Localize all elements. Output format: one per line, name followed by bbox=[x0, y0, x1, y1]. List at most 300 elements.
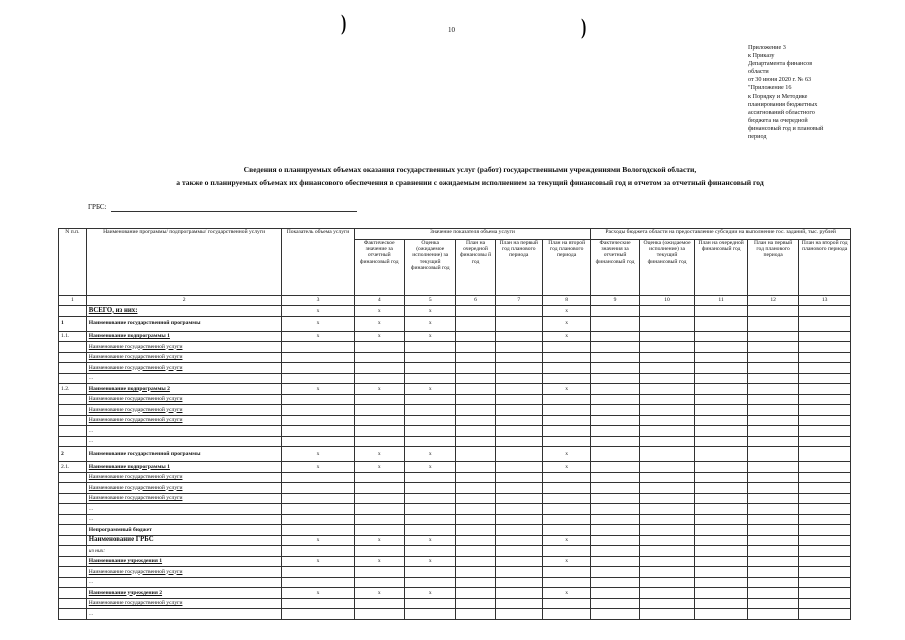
row-name: ... bbox=[88, 375, 93, 382]
column-number: 4 bbox=[354, 295, 404, 306]
row-name: Наименование государственной программы bbox=[88, 320, 201, 327]
table-cell bbox=[799, 525, 851, 536]
appendix-line: к Приказу bbox=[748, 52, 775, 60]
table-cell: x bbox=[354, 331, 404, 342]
header-num: N п.п. bbox=[59, 229, 87, 296]
table-cell bbox=[747, 567, 798, 578]
table-cell bbox=[282, 577, 354, 588]
table-cell bbox=[591, 415, 639, 426]
table-cell bbox=[542, 598, 590, 609]
column-number: 7 bbox=[495, 295, 542, 306]
table-cell bbox=[495, 567, 542, 578]
table-cell bbox=[747, 535, 798, 546]
table-cell bbox=[639, 577, 695, 588]
table-cell bbox=[456, 316, 495, 331]
table-cell bbox=[591, 598, 639, 609]
table-cell bbox=[799, 306, 851, 317]
header-expense-col: Оценка (ожидаемое исполнение) за текущий финансовый год bbox=[639, 239, 695, 295]
table-cell bbox=[591, 567, 639, 578]
table-cell bbox=[639, 447, 695, 462]
table-cell: x bbox=[282, 306, 354, 317]
table-cell bbox=[354, 546, 404, 557]
table-row bbox=[59, 331, 851, 342]
table-cell bbox=[282, 373, 354, 384]
row-number: 2.1. bbox=[59, 462, 87, 473]
row-name: Наименование государственной услуги bbox=[88, 396, 183, 403]
table-cell bbox=[282, 352, 354, 363]
column-number: 11 bbox=[695, 295, 748, 306]
table-row bbox=[59, 567, 851, 578]
table-cell: x bbox=[542, 556, 590, 567]
table-cell bbox=[354, 426, 404, 437]
table-cell bbox=[695, 514, 748, 525]
table-cell bbox=[354, 342, 404, 353]
table-cell bbox=[639, 405, 695, 416]
grbs-fill-line bbox=[111, 211, 357, 212]
table-cell bbox=[747, 331, 798, 342]
table-cell bbox=[354, 352, 404, 363]
row-name: Наименование государственной услуги bbox=[88, 474, 183, 481]
header-group-value: Значение показателя объема услуги bbox=[354, 229, 591, 240]
table-cell bbox=[747, 609, 798, 620]
table-cell bbox=[456, 525, 495, 536]
table-cell bbox=[495, 525, 542, 536]
table-cell bbox=[456, 462, 495, 473]
table-cell bbox=[591, 447, 639, 462]
table-cell bbox=[799, 426, 851, 437]
row-name-cell bbox=[86, 306, 282, 317]
table-cell bbox=[639, 556, 695, 567]
table-cell bbox=[456, 436, 495, 447]
table-cell bbox=[456, 598, 495, 609]
document-title bbox=[40, 163, 900, 189]
table-cell bbox=[282, 504, 354, 515]
table-cell: x bbox=[282, 384, 354, 395]
table-cell bbox=[747, 493, 798, 504]
table-cell bbox=[591, 504, 639, 515]
row-number bbox=[59, 436, 87, 447]
row-name: Наименование государственной услуги bbox=[88, 484, 183, 491]
row-number bbox=[59, 504, 87, 515]
table-cell bbox=[495, 384, 542, 395]
table-cell bbox=[404, 525, 455, 536]
table-row bbox=[59, 483, 851, 494]
row-name-cell bbox=[86, 514, 282, 525]
row-name: Наименование государственной услуги bbox=[88, 417, 183, 424]
table-cell bbox=[695, 405, 748, 416]
header-name: Наименование программы/ подпрограммы/ государственной услуги bbox=[86, 229, 282, 296]
table-cell bbox=[495, 588, 542, 599]
header-value-col: План на второй год планового периода bbox=[542, 239, 590, 295]
table-row bbox=[59, 462, 851, 473]
table-cell bbox=[591, 535, 639, 546]
appendix-line: от 30 июня 2020 г. № 63 bbox=[748, 76, 812, 84]
table-cell bbox=[495, 556, 542, 567]
row-name-cell bbox=[86, 577, 282, 588]
table-cell bbox=[542, 493, 590, 504]
table-cell: x bbox=[354, 556, 404, 567]
table-cell bbox=[404, 394, 455, 405]
table-cell bbox=[591, 342, 639, 353]
table-cell bbox=[747, 588, 798, 599]
table-cell bbox=[354, 415, 404, 426]
row-name-cell bbox=[86, 394, 282, 405]
column-number: 1 bbox=[59, 295, 87, 306]
row-name: Наименование государственной услуги bbox=[88, 600, 183, 607]
table-cell bbox=[354, 567, 404, 578]
table-cell bbox=[639, 525, 695, 536]
row-name-cell bbox=[86, 373, 282, 384]
header-group-expense: Расходы бюджета области на предоставление субсидии на выполнение гос. заданий, тыс. рублей bbox=[591, 229, 851, 240]
table-cell bbox=[591, 373, 639, 384]
row-name-cell bbox=[86, 567, 282, 578]
table-cell bbox=[639, 394, 695, 405]
row-name-cell bbox=[86, 609, 282, 620]
table-row bbox=[59, 363, 851, 374]
row-name: Наименование государственной программы bbox=[88, 450, 201, 457]
scan-mark-left: ) bbox=[341, 10, 347, 35]
table-cell bbox=[456, 493, 495, 504]
table-cell bbox=[404, 483, 455, 494]
row-name-cell bbox=[86, 525, 282, 536]
table-cell bbox=[282, 436, 354, 447]
table-cell bbox=[404, 567, 455, 578]
table-cell bbox=[591, 483, 639, 494]
table-cell: x bbox=[282, 588, 354, 599]
header-expense-col: План на второй год планового периода bbox=[799, 239, 851, 295]
table-cell bbox=[591, 472, 639, 483]
row-name-cell bbox=[86, 352, 282, 363]
table-cell bbox=[639, 535, 695, 546]
table-cell bbox=[591, 609, 639, 620]
table-cell bbox=[799, 447, 851, 462]
table-cell bbox=[591, 556, 639, 567]
table-cell bbox=[747, 462, 798, 473]
table-cell bbox=[542, 363, 590, 374]
table-cell bbox=[404, 426, 455, 437]
table-cell bbox=[639, 483, 695, 494]
table-cell bbox=[799, 352, 851, 363]
header-expense-col: План на очередной финансовый год bbox=[695, 239, 748, 295]
table-cell bbox=[591, 436, 639, 447]
table-cell bbox=[799, 384, 851, 395]
table-cell bbox=[495, 598, 542, 609]
table-cell bbox=[456, 405, 495, 416]
row-name: Наименование подпрограммы 1 bbox=[88, 463, 170, 470]
table-cell bbox=[639, 462, 695, 473]
table-row bbox=[59, 342, 851, 353]
table-cell bbox=[695, 546, 748, 557]
table-cell bbox=[799, 472, 851, 483]
row-name: Наименование государственной услуги bbox=[88, 495, 183, 502]
table-cell: x bbox=[542, 447, 590, 462]
table-cell bbox=[747, 373, 798, 384]
table-cell bbox=[282, 609, 354, 620]
table-cell bbox=[354, 405, 404, 416]
table-cell bbox=[282, 342, 354, 353]
table-cell bbox=[799, 588, 851, 599]
table-cell bbox=[747, 483, 798, 494]
table-row bbox=[59, 426, 851, 437]
table-row bbox=[59, 609, 851, 620]
row-number bbox=[59, 535, 87, 546]
table-cell bbox=[799, 316, 851, 331]
table-cell bbox=[404, 609, 455, 620]
table-cell bbox=[747, 598, 798, 609]
row-name-cell bbox=[86, 598, 282, 609]
table-cell: x bbox=[404, 306, 455, 317]
table-cell bbox=[495, 426, 542, 437]
table-cell bbox=[747, 316, 798, 331]
table-cell bbox=[456, 588, 495, 599]
row-name-cell bbox=[86, 556, 282, 567]
table-cell: x bbox=[404, 447, 455, 462]
row-name-cell bbox=[86, 493, 282, 504]
appendix-line: бюджета на очередной bbox=[748, 116, 808, 124]
table-cell bbox=[695, 447, 748, 462]
row-number bbox=[59, 352, 87, 363]
table-cell: x bbox=[282, 535, 354, 546]
table-cell bbox=[456, 373, 495, 384]
table-cell bbox=[639, 306, 695, 317]
row-name: Наименование подпрограммы 1 bbox=[88, 333, 170, 340]
table-cell bbox=[282, 493, 354, 504]
table-cell bbox=[747, 556, 798, 567]
table-cell bbox=[747, 342, 798, 353]
table-cell bbox=[456, 567, 495, 578]
row-name: ... bbox=[88, 427, 93, 434]
table-cell bbox=[495, 331, 542, 342]
table-cell bbox=[695, 493, 748, 504]
table-cell: x bbox=[542, 535, 590, 546]
table-cell bbox=[404, 352, 455, 363]
table-cell: x bbox=[354, 462, 404, 473]
table-row bbox=[59, 504, 851, 515]
table-cell bbox=[456, 577, 495, 588]
table-row bbox=[59, 394, 851, 405]
table-cell bbox=[456, 306, 495, 317]
table-cell bbox=[799, 394, 851, 405]
table-cell bbox=[639, 426, 695, 437]
table-cell bbox=[456, 514, 495, 525]
table-cell: x bbox=[354, 588, 404, 599]
table-cell bbox=[456, 415, 495, 426]
table-cell bbox=[799, 342, 851, 353]
table-cell bbox=[456, 384, 495, 395]
table-cell bbox=[695, 525, 748, 536]
table-row bbox=[59, 415, 851, 426]
table-cell bbox=[456, 483, 495, 494]
row-number bbox=[59, 373, 87, 384]
row-name-cell bbox=[86, 588, 282, 599]
table-cell bbox=[354, 598, 404, 609]
row-name-cell bbox=[86, 342, 282, 353]
table-cell bbox=[542, 483, 590, 494]
table-cell bbox=[404, 363, 455, 374]
table-cell bbox=[495, 316, 542, 331]
table-cell bbox=[542, 352, 590, 363]
table-cell bbox=[695, 588, 748, 599]
table-cell bbox=[639, 472, 695, 483]
row-name: ... bbox=[88, 579, 93, 586]
table-cell: x bbox=[282, 316, 354, 331]
row-number bbox=[59, 546, 87, 557]
table-cell bbox=[747, 525, 798, 536]
table-cell bbox=[495, 472, 542, 483]
table-cell bbox=[495, 306, 542, 317]
table-cell bbox=[591, 426, 639, 437]
table-cell bbox=[354, 483, 404, 494]
table-cell bbox=[799, 567, 851, 578]
table-cell bbox=[354, 609, 404, 620]
table-cell bbox=[639, 384, 695, 395]
table-cell bbox=[456, 331, 495, 342]
header-expense-col: План на первый год планового периода bbox=[747, 239, 798, 295]
column-number: 3 bbox=[282, 295, 354, 306]
row-name-cell bbox=[86, 405, 282, 416]
table-row bbox=[59, 588, 851, 599]
table-cell bbox=[639, 609, 695, 620]
table-cell bbox=[639, 493, 695, 504]
table-cell bbox=[282, 546, 354, 557]
table-cell bbox=[404, 493, 455, 504]
table-cell bbox=[495, 447, 542, 462]
row-name: ВСЕГО, из них: bbox=[88, 306, 138, 314]
column-number: 10 bbox=[639, 295, 695, 306]
table-cell: x bbox=[542, 306, 590, 317]
table-cell bbox=[799, 609, 851, 620]
row-name: ... bbox=[88, 438, 93, 445]
table-cell bbox=[404, 405, 455, 416]
table-cell bbox=[639, 598, 695, 609]
row-number bbox=[59, 342, 87, 353]
table-cell bbox=[747, 472, 798, 483]
row-name-cell bbox=[86, 483, 282, 494]
table-cell bbox=[282, 394, 354, 405]
table-cell bbox=[404, 577, 455, 588]
table-cell bbox=[799, 556, 851, 567]
table-cell bbox=[591, 394, 639, 405]
table-cell bbox=[282, 363, 354, 374]
table-cell bbox=[747, 577, 798, 588]
table-cell bbox=[495, 483, 542, 494]
header-value-col: Фактическое значение за отчетный финансовый год bbox=[354, 239, 404, 295]
table-cell bbox=[747, 306, 798, 317]
table-cell bbox=[695, 426, 748, 437]
row-name-cell bbox=[86, 331, 282, 342]
row-name: ... bbox=[88, 505, 93, 512]
row-name-cell bbox=[86, 363, 282, 374]
row-number bbox=[59, 426, 87, 437]
title-line-1: Сведения о планируемых объемах оказания государственных услуг (работ) государственными учреждениями Вологодской области, bbox=[243, 165, 697, 174]
table-row bbox=[59, 306, 851, 317]
table-cell: x bbox=[354, 447, 404, 462]
table-cell bbox=[542, 577, 590, 588]
table-cell bbox=[456, 472, 495, 483]
table-cell bbox=[695, 384, 748, 395]
table-row bbox=[59, 405, 851, 416]
row-name: Наименование подпрограммы 2 bbox=[88, 385, 170, 392]
table-cell bbox=[591, 525, 639, 536]
appendix-line: области bbox=[748, 68, 769, 76]
title-line-2: а также о планируемых объемах их финансового обеспечения в сравнении с ожидаемым исполнением за текущий финансовый год и отчетом за отчетный финансовый год bbox=[176, 178, 764, 187]
table-cell bbox=[747, 436, 798, 447]
table-cell bbox=[591, 514, 639, 525]
table-row bbox=[59, 493, 851, 504]
row-name-cell bbox=[86, 462, 282, 473]
row-number bbox=[59, 405, 87, 416]
table-cell bbox=[542, 373, 590, 384]
table-cell bbox=[695, 415, 748, 426]
column-number: 2 bbox=[86, 295, 282, 306]
table-cell bbox=[695, 363, 748, 374]
table-cell bbox=[695, 598, 748, 609]
table-cell bbox=[747, 426, 798, 437]
table-cell: x bbox=[282, 331, 354, 342]
table-cell bbox=[799, 415, 851, 426]
table-cell bbox=[404, 598, 455, 609]
table-cell bbox=[495, 373, 542, 384]
table-row bbox=[59, 436, 851, 447]
table-cell bbox=[799, 546, 851, 557]
table-cell bbox=[354, 373, 404, 384]
appendix-line: планирования бюджетных bbox=[748, 100, 818, 108]
appendix-line: период bbox=[748, 133, 767, 141]
row-name: ... bbox=[88, 516, 93, 523]
table-cell bbox=[542, 567, 590, 578]
table-cell bbox=[747, 384, 798, 395]
row-name: из них: bbox=[88, 547, 106, 554]
appendix-line: к Порядку и Методике bbox=[748, 92, 808, 100]
table-cell bbox=[495, 394, 542, 405]
row-name-cell bbox=[86, 535, 282, 546]
table-cell: x bbox=[404, 588, 455, 599]
row-number bbox=[59, 394, 87, 405]
table-cell bbox=[495, 415, 542, 426]
table-row bbox=[59, 352, 851, 363]
table-cell bbox=[354, 525, 404, 536]
table-cell bbox=[695, 504, 748, 515]
table-row bbox=[59, 316, 851, 331]
table-cell bbox=[747, 514, 798, 525]
table-cell bbox=[639, 504, 695, 515]
table-cell bbox=[799, 331, 851, 342]
table-cell bbox=[354, 472, 404, 483]
table-cell bbox=[591, 363, 639, 374]
column-number: 12 bbox=[747, 295, 798, 306]
table-cell: x bbox=[282, 556, 354, 567]
row-name: Наименование ГРБС bbox=[88, 536, 154, 544]
table-cell bbox=[495, 352, 542, 363]
row-name: Наименование государственной услуги bbox=[88, 343, 183, 350]
table-cell bbox=[695, 472, 748, 483]
table-cell bbox=[695, 577, 748, 588]
table-cell bbox=[542, 394, 590, 405]
table-cell bbox=[282, 415, 354, 426]
table-cell bbox=[747, 447, 798, 462]
table-cell bbox=[799, 436, 851, 447]
table-cell bbox=[639, 415, 695, 426]
row-name: ... bbox=[88, 610, 93, 617]
table-cell bbox=[799, 514, 851, 525]
table-cell bbox=[695, 316, 748, 331]
row-number bbox=[59, 609, 87, 620]
table-cell bbox=[695, 462, 748, 473]
table-cell: x bbox=[404, 462, 455, 473]
column-number: 13 bbox=[799, 295, 851, 306]
grbs-label: ГРБС: bbox=[88, 203, 107, 211]
table-cell bbox=[799, 405, 851, 416]
